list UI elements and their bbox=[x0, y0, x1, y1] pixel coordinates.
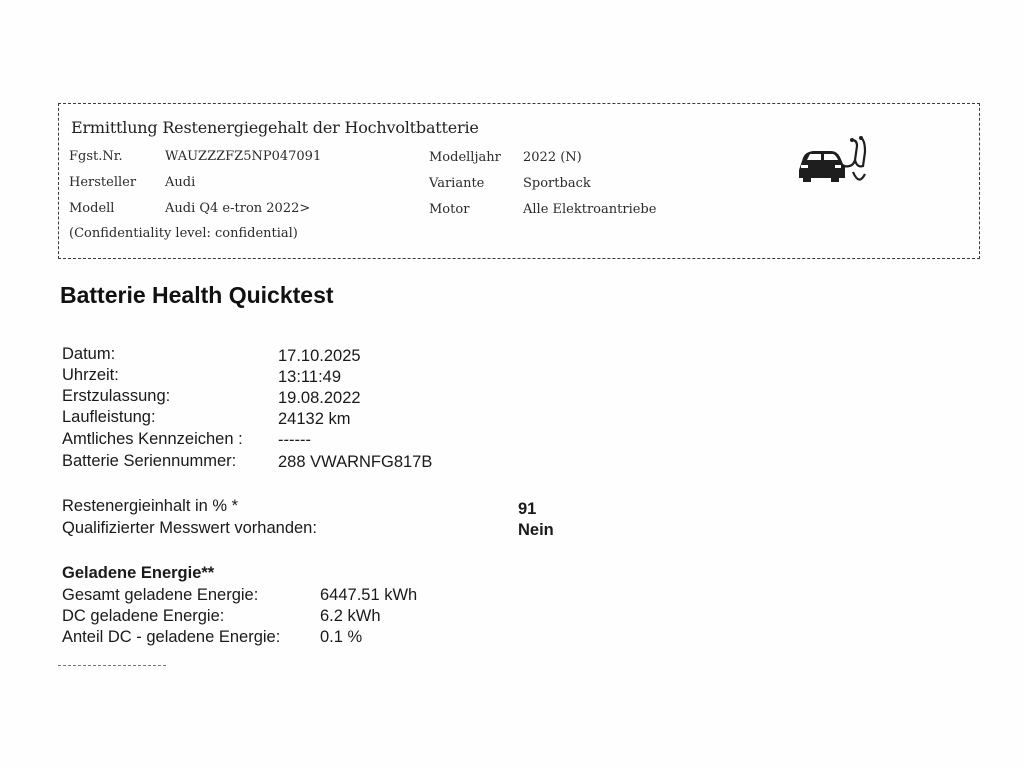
laufleistung-label: Laufleistung: bbox=[62, 408, 156, 426]
modell-label: Modell bbox=[69, 201, 115, 216]
fgst-value: WAUZZZFZ5NP047091 bbox=[165, 149, 322, 164]
kennzeichen-label: Amtliches Kennzeichen : bbox=[62, 430, 243, 448]
motor-label: Motor bbox=[429, 202, 470, 217]
hersteller-label: Hersteller bbox=[69, 175, 137, 190]
kennzeichen-value: ------ bbox=[278, 431, 311, 449]
report-title: Batterie Health Quicktest bbox=[60, 282, 334, 308]
confidentiality-note: (Confidentiality level: confidential) bbox=[69, 226, 298, 241]
gesamt-value: 6447.51 kWh bbox=[320, 586, 418, 604]
seriennummer-value: 288 VWARNFG817B bbox=[278, 453, 433, 471]
modelljahr-label: Modelljahr bbox=[429, 150, 501, 165]
erstzulassung-value: 19.08.2022 bbox=[278, 389, 361, 407]
gesamt-label: Gesamt geladene Energie: bbox=[62, 586, 259, 604]
energy-heading: Geladene Energie** bbox=[62, 564, 215, 582]
vehicle-info-box bbox=[58, 103, 980, 259]
messwert-label: Qualifizierter Messwert vorhanden: bbox=[62, 519, 317, 537]
uhrzeit-label: Uhrzeit: bbox=[62, 366, 119, 384]
motor-value: Alle Elektroantriebe bbox=[523, 202, 657, 217]
fgst-label: Fgst.Nr. bbox=[69, 149, 123, 164]
dc-value: 6.2 kWh bbox=[320, 607, 381, 625]
anteil-label: Anteil DC - geladene Energie: bbox=[62, 628, 281, 646]
signature-line bbox=[58, 665, 166, 666]
seriennummer-label: Batterie Seriennummer: bbox=[62, 452, 237, 470]
laufleistung-value: 24132 km bbox=[278, 410, 351, 428]
restenergie-value: 91 bbox=[518, 500, 537, 518]
variante-label: Variante bbox=[429, 176, 485, 191]
hersteller-value: Audi bbox=[165, 175, 196, 190]
modell-value: Audi Q4 e-tron 2022> bbox=[165, 201, 311, 216]
anteil-value: 0.1 % bbox=[320, 628, 363, 646]
uhrzeit-value: 13:11:49 bbox=[278, 368, 342, 386]
datum-label: Datum: bbox=[62, 345, 116, 363]
messwert-value: Nein bbox=[518, 521, 554, 539]
header-title: Ermittlung Restenergiegehalt der Hochvoltbatterie bbox=[71, 118, 479, 137]
car-stethoscope-icon bbox=[795, 132, 871, 194]
variante-value: Sportback bbox=[523, 176, 591, 191]
modelljahr-value: 2022 (N) bbox=[523, 150, 582, 165]
restenergie-label: Restenergieinhalt in % * bbox=[62, 497, 239, 515]
erstzulassung-label: Erstzulassung: bbox=[62, 387, 171, 405]
datum-value: 17.10.2025 bbox=[278, 347, 361, 365]
dc-label: DC geladene Energie: bbox=[62, 607, 225, 625]
